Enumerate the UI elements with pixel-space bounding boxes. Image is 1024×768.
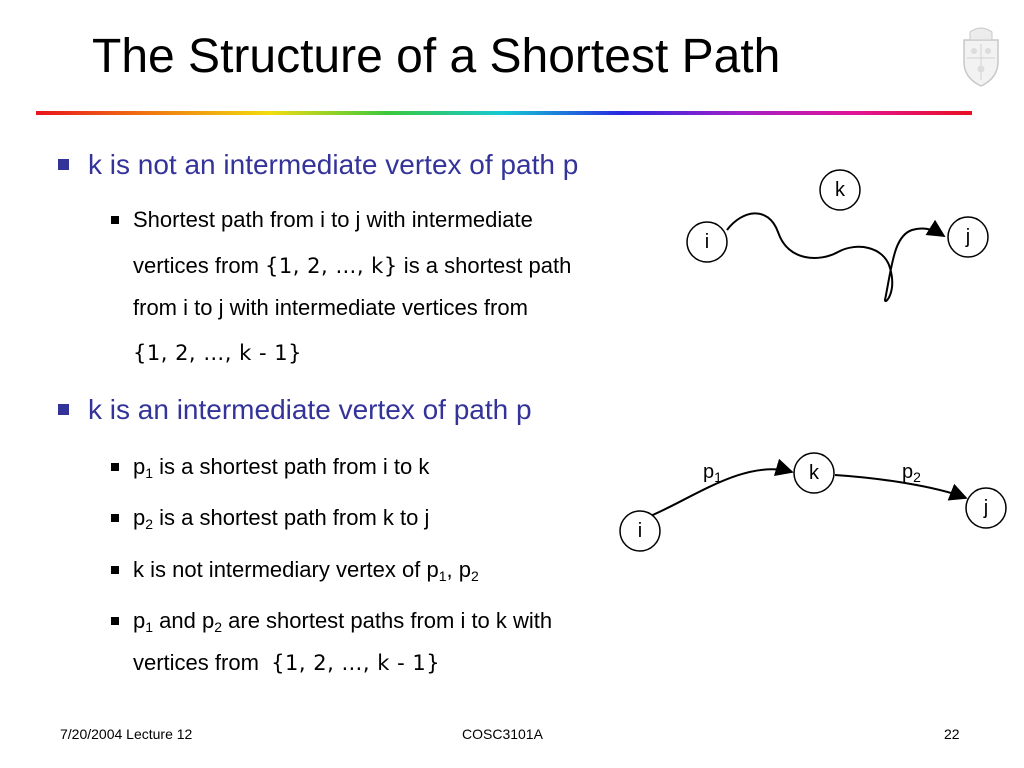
vertex-label-i: i — [704, 231, 710, 253]
edge-label-p1 — [703, 460, 722, 484]
wavy-path-i-to-j — [727, 213, 944, 301]
text-fragment: vertices from — [133, 253, 266, 278]
edge-label-p2 — [902, 460, 921, 484]
path-name: p — [133, 454, 146, 479]
text-fragment: is a shortest path from k to j — [153, 505, 430, 530]
text-fragment: k is not intermediary vertex of p — [133, 557, 439, 582]
footer-page-number: 22 — [944, 726, 960, 742]
edge-p2-k-to-j — [835, 475, 966, 498]
vertex-set: {1, 2, …, k - 1} — [271, 651, 441, 675]
footer-date-lecture: 7/20/2004 Lecture 12 — [60, 726, 193, 742]
subscript: 2 — [145, 516, 154, 532]
path-name: p — [703, 461, 715, 483]
subscript: 2 — [470, 568, 479, 584]
vertex-set: {1, 2, …, k - 1} — [133, 341, 302, 365]
vertex-label-k: k — [809, 462, 819, 484]
vertex-label-j: j — [965, 226, 971, 248]
text-fragment: from i to j with intermediate vertices from — [133, 295, 528, 320]
footer-course: COSC3101A — [462, 726, 543, 742]
vertex-label-j: j — [983, 497, 989, 519]
slide-title: The Structure of a Shortest Path — [92, 30, 781, 83]
vertex-label-k: k — [835, 179, 845, 201]
bullet-text: k is an intermediate vertex of path p — [88, 394, 532, 425]
text-fragment: vertices from — [133, 650, 272, 675]
path-name: p — [133, 608, 146, 633]
bullet-text: k is not an intermediate vertex of path p — [88, 149, 579, 180]
subscript: 1 — [438, 568, 447, 584]
text-fragment: is a shortest path — [397, 253, 572, 278]
text-fragment: are shortest paths from i to k with — [222, 608, 553, 633]
vertex-label-i: i — [637, 520, 643, 542]
subbullet-text: Shortest path from i to j with intermediate — [133, 207, 533, 232]
subscript: 1 — [145, 619, 154, 635]
subscript: 2 — [214, 619, 223, 635]
vertex-set: {1, 2, …, k} — [265, 254, 398, 278]
path-name: p — [133, 505, 146, 530]
text-fragment: is a shortest path from i to k — [153, 454, 430, 479]
path-name: p — [902, 461, 914, 483]
text-fragment: and p — [153, 608, 215, 633]
subscript: 1 — [714, 469, 722, 485]
subscript: 1 — [145, 465, 154, 481]
subscript: 2 — [913, 469, 921, 485]
text-fragment: , p — [446, 557, 471, 582]
